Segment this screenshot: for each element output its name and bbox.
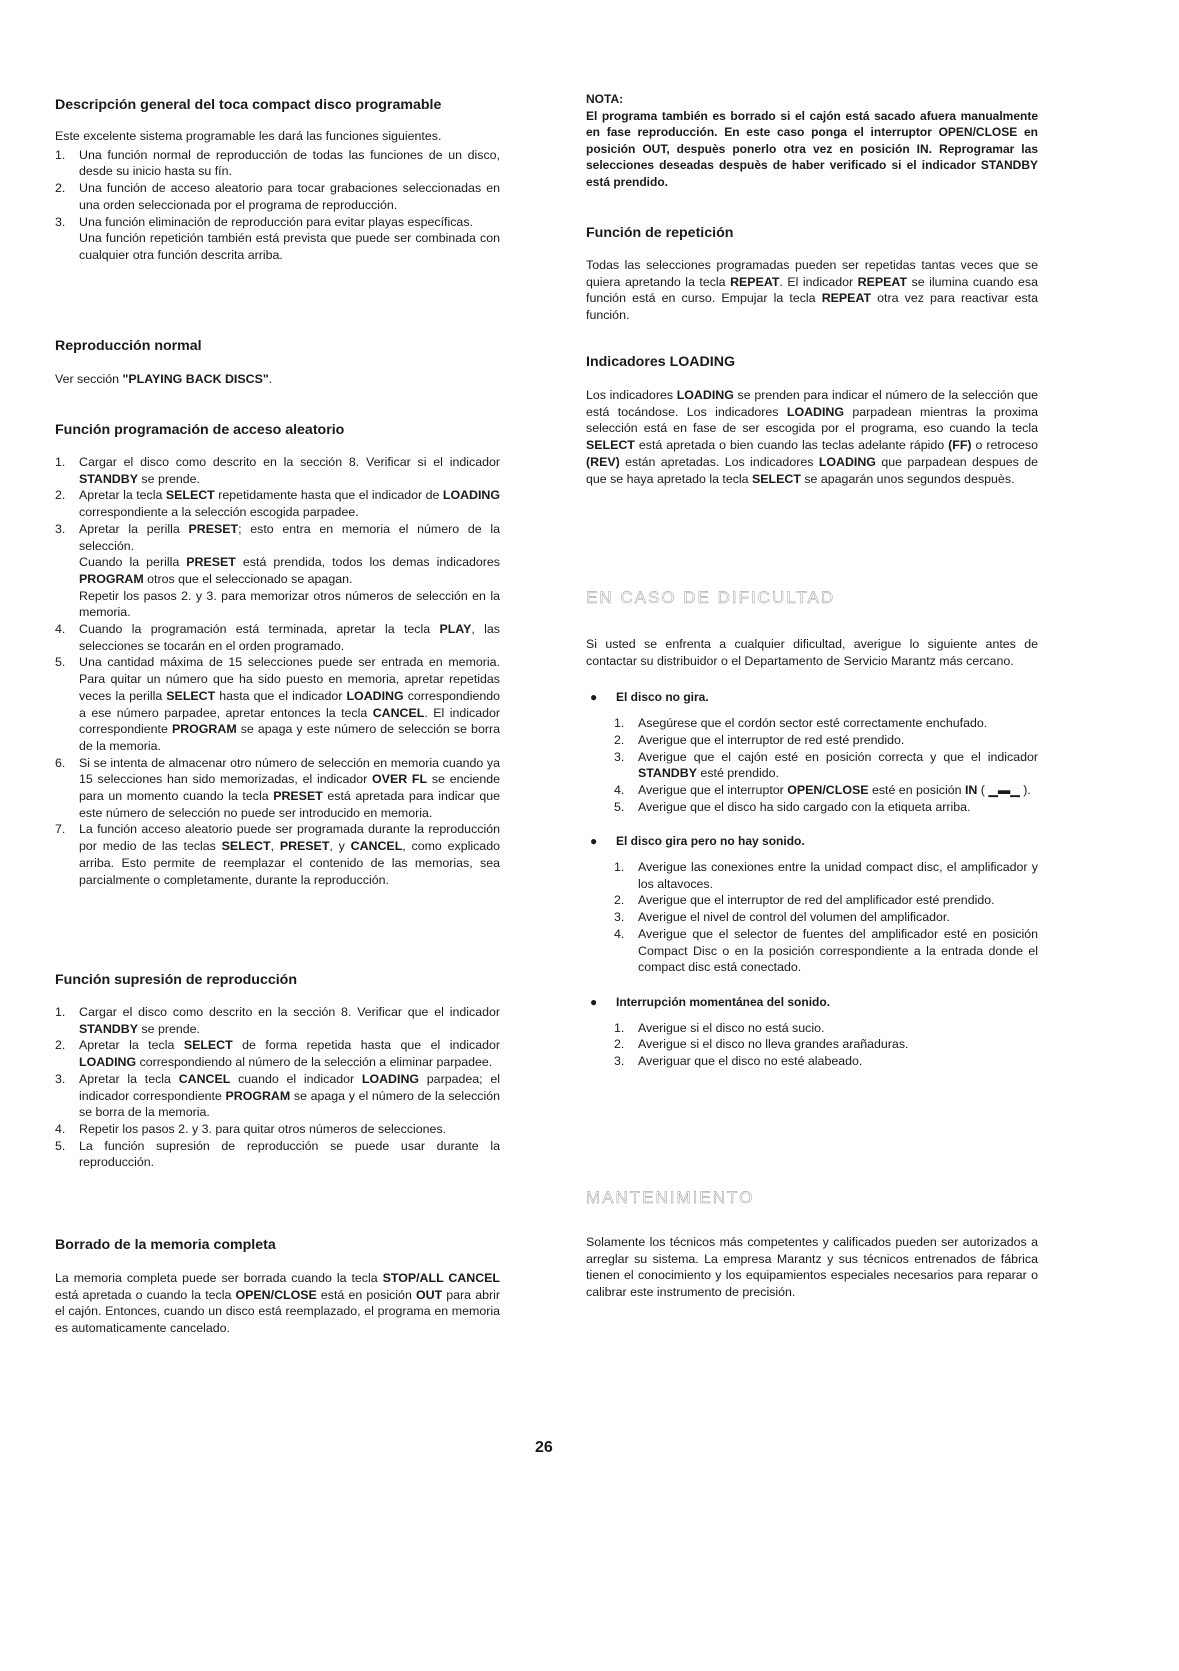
text-run: Solamente los técnicos más competentes y calificados pueden ser autorizados a arreglar su sistema. La empresa Marantz y sus técnicos entrenados de fábrica tienen el conocimiento y los equipamientos especiales necesarios para reparar o calibrar este instrumento de precisión. [586, 1235, 1038, 1300]
trouble-groups [586, 689, 1038, 1069]
text-run: La función supresión de reproducción se puede usar durante la reproducción. [79, 1138, 500, 1170]
numbered-list [55, 1004, 500, 1171]
text-run: Repetir los pasos 2. y 3. para quitar otros números de selecciones. [79, 1121, 447, 1136]
bold-term: REPEAT [821, 291, 872, 306]
text-run: Averiguar que el disco no esté alabeado. [638, 1054, 863, 1069]
list-item [55, 1138, 500, 1171]
list-number: 7. [55, 822, 66, 837]
list-paragraph [638, 1036, 1038, 1053]
list-paragraph [638, 782, 1038, 799]
list-paragraph [79, 621, 500, 654]
section-loading-indicators [586, 353, 1038, 487]
text-run: Averigue si el disco no lleva grandes arañaduras. [638, 1037, 909, 1052]
text-run: se apagarán unos segundos despuès. [800, 471, 1015, 486]
bold-term: REPEAT [857, 274, 908, 289]
list-item [55, 1004, 500, 1037]
numbered-list [586, 859, 1038, 976]
bold-term: SELECT [165, 488, 215, 503]
text-run: La memoria completa puede ser borrada cuando la tecla [55, 1271, 383, 1285]
list-paragraph [79, 554, 500, 587]
list-paragraph [79, 487, 500, 520]
text-run: ( ▁▬▁ ). [977, 782, 1031, 797]
body-text [586, 257, 1038, 324]
bold-term: CANCEL [372, 705, 425, 720]
bold-term: CANCEL [350, 839, 403, 854]
bold-term: LOADING [818, 454, 876, 469]
text-run: . [268, 372, 273, 386]
list-paragraph [638, 859, 1038, 892]
list-item [614, 749, 1038, 782]
trouble-heading [586, 689, 1038, 706]
text-run: Este excelente sistema programable les dará las funciones siguientes. [55, 129, 442, 143]
list-number: 3. [55, 1071, 66, 1086]
text-run: Cargar el disco como descrito en la sección 8. Verificar si el indicador [79, 455, 500, 469]
section-normal-playback [55, 337, 500, 388]
section-repeat [586, 224, 1038, 324]
list-number: 2. [614, 893, 625, 908]
text-run: esté en posición [868, 782, 965, 797]
text-run: Apretar la perilla [79, 521, 189, 536]
trouble-heading-text: El disco no gira. [616, 690, 709, 705]
bold-term: IN [964, 782, 978, 797]
bold-term: PRESET [186, 555, 236, 570]
text-run: Averigue que el cajón esté en posición correcta y que el indicador [638, 749, 1038, 764]
list-paragraph [79, 588, 500, 621]
text-run: repetidamente hasta que el indicador de [214, 488, 443, 503]
list-paragraph [79, 454, 500, 487]
text-run: están apretadas. Los indicadores [619, 454, 819, 469]
list-paragraph [638, 926, 1038, 976]
bold-term: PRESET [273, 789, 323, 804]
list-number: 2. [614, 1037, 625, 1052]
list-paragraph [638, 749, 1038, 782]
list-item [55, 1121, 500, 1138]
page-number: 26 [535, 1439, 553, 1456]
list-paragraph [79, 1121, 500, 1138]
body-text [55, 1270, 500, 1337]
list-paragraph [79, 755, 500, 822]
bold-term: SELECT [586, 438, 635, 453]
list-item [614, 732, 1038, 749]
list-number: 4. [55, 1121, 66, 1136]
bold-term: PROGRAM [79, 571, 144, 586]
body-text [55, 371, 500, 388]
list-item [614, 926, 1038, 976]
bold-term: STANDBY [638, 766, 697, 781]
bold-term: LOADING [786, 404, 845, 419]
text-run: esté prendido. [696, 766, 779, 781]
section-heading: Función de repetición [586, 225, 734, 241]
bold-term: (REV) [586, 454, 620, 469]
bold-term: REPEAT [730, 274, 780, 289]
section-maintenance [586, 1188, 1038, 1301]
list-paragraph [638, 1020, 1038, 1037]
bullet-icon: ● [590, 834, 598, 849]
text-run: Una función de acceso aleatorio para tocar grabaciones seleccionadas en una orden seleccionada por el programa de reproducción. [79, 181, 500, 212]
list-item [55, 621, 500, 654]
bold-term: CANCEL [178, 1071, 231, 1086]
text-run: correspondiente a la selección escogida parpadee. [79, 505, 359, 520]
text-run: Apretar la tecla [79, 1071, 179, 1086]
text-run: ; esto entra en memoria el número de la selección. [79, 521, 500, 553]
numbered-list [586, 715, 1038, 815]
text-run: , como explicado arriba. Esto permite de reemplazar el contenido de las memorias, sea parcialmente o completamente, durante la reproducción. [79, 839, 500, 887]
bold-term: SELECT [183, 1038, 233, 1053]
section-heading: Indicadores LOADING [586, 354, 735, 370]
text-run: Si se intenta de almacenar otro número de selección en memoria cuando ya 15 selecciones han sido memorizadas, el indicador [79, 755, 500, 787]
text-run: Averigue que el selector de fuentes del amplificador esté en posición Compact Disc o en la posición correspondiente a la entrada donde el compact disc está conectado. [638, 926, 1038, 975]
text-run: La función acceso aleatorio puede ser programada durante la reproducción por medio de las teclas [79, 822, 500, 854]
list-item [614, 715, 1038, 732]
text-run: está apretada o cuando la tecla [55, 1287, 236, 1302]
text-run: Una función normal de reproducción de todas las funciones de un disco, desde su inicio hasta su fín. [79, 147, 500, 179]
bold-term: LOADING [79, 1055, 137, 1070]
list-paragraph [638, 1053, 1038, 1070]
text-run: , [270, 839, 280, 854]
trouble-heading-text: Interrupción momentánea del sonido. [616, 994, 831, 1009]
list-item [55, 821, 500, 888]
numbered-list [55, 147, 500, 264]
text-run: Averigue que el interruptor de red esté prendido. [638, 732, 905, 747]
section-heading: Función programación de acceso aleatorio [55, 422, 345, 438]
bold-term: PRESET [188, 521, 239, 536]
list-number: 5. [55, 1138, 66, 1153]
list-paragraph [79, 1071, 500, 1121]
bold-term: "PLAYING BACK DISCS" [122, 372, 269, 386]
bold-term: OVER FL [372, 772, 428, 787]
list-item [55, 214, 500, 264]
list-number: 1. [614, 716, 625, 731]
bold-term: PROGRAM [225, 1088, 291, 1103]
list-number: 1. [55, 455, 66, 469]
list-item [614, 1053, 1038, 1070]
list-number: 2. [55, 1038, 66, 1053]
section-overview [55, 96, 500, 264]
text-run: para abrir el cajón. Entonces, cuando un disco está reemplazado, el programa en memoria es automaticamente cancelado. [55, 1287, 500, 1336]
list-item [55, 654, 500, 754]
text-run: Cuando la perilla [79, 555, 187, 570]
text-run: Cuando la programación está terminada, apretar la tecla [79, 622, 440, 637]
text-run: Averigue que el interruptor [638, 782, 788, 797]
list-number: 4. [614, 782, 625, 797]
bold-term: SELECT [752, 471, 801, 486]
text-run: se prenden para indicar el número de la selección que está tocándose. Los indicadores [586, 388, 1038, 419]
list-paragraph [79, 230, 500, 263]
list-paragraph [79, 521, 500, 554]
list-paragraph [79, 821, 500, 888]
list-number: 3. [55, 521, 66, 536]
list-item [614, 892, 1038, 909]
text-run: , las selecciones se tocarán en el orden programado. [79, 622, 500, 653]
section-random-access [55, 421, 500, 888]
list-number: 4. [614, 926, 625, 941]
text-run: que parpadean despues de que se haya apretado la tecla [586, 454, 1038, 486]
section-heading: Reproducción normal [55, 338, 202, 354]
list-item [614, 782, 1038, 799]
list-item [55, 521, 500, 621]
list-number: 1. [614, 1020, 625, 1035]
list-number: 3. [614, 749, 625, 764]
list-paragraph [638, 732, 1038, 749]
list-item [614, 1020, 1038, 1037]
text-run: Cargar el disco como descrito en la sección 8. Verificar que el indicador [79, 1005, 500, 1019]
numbered-list [55, 454, 500, 888]
text-run: se apaga y este número de selección se borra de la memoria. [79, 722, 500, 753]
text-run: Una cantidad máxima de 15 selecciones puede ser entrada en memoria. Para quitar un número que ha sido puesto en memoria, apretar repetidas veces la perilla [79, 655, 500, 703]
list-number: 2. [55, 488, 66, 503]
list-item [614, 799, 1038, 816]
list-number: 1. [55, 1005, 66, 1019]
bold-term: OPEN/CLOSE [235, 1287, 317, 1302]
list-item [55, 147, 500, 180]
list-paragraph [79, 147, 500, 180]
section-skip-playback [55, 971, 500, 1171]
bold-term: PROGRAM [171, 722, 237, 737]
list-number: 2. [55, 181, 66, 196]
section-heading: MANTENIMIENTO [586, 1188, 755, 1207]
text-run: está prendida, todos los demas indicadores [235, 555, 500, 570]
body-text [586, 1234, 1038, 1301]
intro-text [55, 128, 500, 145]
list-item [614, 909, 1038, 926]
list-item [55, 1071, 500, 1121]
list-number: 5. [614, 799, 625, 814]
bold-term: OUT [415, 1287, 443, 1302]
bold-term: SELECT [166, 688, 216, 703]
bold-term: (FF) [948, 438, 972, 453]
list-paragraph [79, 1037, 500, 1070]
section-memory-clear [55, 1236, 500, 1337]
text-run: Una función eliminación de reproducción para evitar playas específicas. [79, 214, 473, 229]
text-run: se enciende para un momento cuando la tecla [79, 772, 500, 804]
note-label: NOTA: [586, 92, 624, 106]
text-run: , y [329, 839, 351, 854]
bold-term: STANDBY [79, 471, 138, 486]
bullet-icon: ● [590, 690, 598, 705]
trouble-heading [586, 833, 1038, 850]
list-paragraph [79, 214, 500, 231]
text-run: parpadea; el indicador correspondiente [79, 1071, 500, 1103]
text-run: correspondiendo al número de la selección a eliminar parpadee. [136, 1055, 493, 1070]
text-run: Ver sección [55, 372, 123, 386]
text-run: Averigue que el interruptor de red del amplificador esté prendido. [638, 893, 995, 908]
text-run: otra vez para reactivar esta función. [586, 291, 1039, 323]
bold-term: LOADING [676, 388, 734, 402]
bold-term: SELECT [221, 839, 271, 854]
text-run: hasta que el indicador [215, 688, 347, 703]
list-paragraph [638, 799, 1038, 816]
list-paragraph [638, 892, 1038, 909]
list-item [614, 1036, 1038, 1053]
list-paragraph [79, 654, 500, 754]
text-run: Averigue el nivel de control del volumen del amplificador. [638, 910, 950, 925]
bold-term: STANDBY [79, 1021, 138, 1036]
list-number: 6. [55, 755, 66, 770]
text-run: o retroceso [971, 438, 1039, 453]
bullet-icon: ● [590, 994, 598, 1009]
list-number: 4. [55, 622, 66, 637]
list-number: 3. [614, 1054, 625, 1069]
text-run: Apretar la tecla [79, 488, 166, 503]
list-number: 5. [55, 655, 66, 670]
list-number: 3. [55, 214, 66, 229]
text-run: se apaga y el número de la selección se borra de la memoria. [79, 1088, 501, 1120]
section-heading: Función supresión de reproducción [55, 972, 297, 988]
trouble-heading [586, 994, 1038, 1011]
text-run: parpadean mientras la proxima selección está en fase de ser escogida por el programa, eso cuando la tecla [586, 404, 1038, 436]
text-run: se prende. [137, 1021, 200, 1036]
list-number: 1. [55, 147, 66, 162]
section-heading: EN CASO DE DIFICULTAD [586, 588, 836, 607]
bold-term: LOADING [361, 1071, 420, 1086]
body-text [586, 636, 1038, 669]
text-run: cuando el indicador [230, 1071, 362, 1086]
text-run: Si usted se enfrenta a cualquier dificultad, averigue lo siguiente antes de contactar su distribuidor o el Departamento de Servicio Marantz más cercano. [586, 637, 1038, 668]
list-item [614, 859, 1038, 892]
bold-term: PRESET [279, 839, 330, 854]
text-run: Apretar la tecla [79, 1038, 184, 1053]
text-run: Todas las selecciones programadas pueden ser repetidas tantas veces que se quiera apretando la tecla [586, 258, 1038, 289]
text-run: . El indicador correspondiente [79, 705, 500, 737]
text-run: está en posición [316, 1287, 416, 1302]
list-paragraph [79, 1004, 500, 1037]
list-item [55, 755, 500, 822]
list-paragraph [79, 180, 500, 213]
note-text: El programa también es borrado si el cajón está sacado afuera manualmente en fase reproducción. En este caso ponga el interruptor OPEN/CLOSE en posición OUT, despuès ponerlo otra vez en posición IN. Reprogramar las selecciones deseadas despuès de haber verificado si el indicador STANDBY está prendido. [586, 108, 1038, 189]
bold-term: PLAY [439, 622, 472, 637]
bold-term: LOADING [442, 488, 501, 503]
text-run: está apretada para indicar que este número de selección no puede ser introducido en memoria. [79, 789, 500, 820]
text-run: correspondiendo a ese número parpadee, apretar entonces la tecla [79, 688, 501, 720]
list-item [55, 454, 500, 487]
text-run: Averigue las conexiones entre la unidad compact disc, el amplificador y los altavoces. [638, 860, 1038, 891]
trouble-heading-text: El disco gira pero no hay sonido. [616, 834, 805, 849]
list-item [55, 487, 500, 520]
text-run: . El indicador [779, 274, 858, 289]
text-run: se prende. [137, 471, 200, 486]
text-run: de forma repetida hasta que el indicador [232, 1038, 500, 1053]
list-paragraph [638, 909, 1038, 926]
numbered-list [586, 1020, 1038, 1070]
body-text [586, 387, 1038, 487]
bold-term: LOADING [346, 688, 404, 703]
note-block [586, 91, 1038, 191]
text-run: Asegúrese que el cordón sector esté correctamente enchufado. [638, 716, 988, 731]
list-number: 2. [614, 732, 625, 747]
section-heading: Borrado de la memoria completa [55, 1237, 276, 1253]
text-run: se ilumina cuando esa función está en curso. Empujar la tecla [586, 274, 1038, 306]
bold-term: OPEN/CLOSE [787, 782, 869, 797]
section-troubleshooting [586, 588, 1038, 1070]
text-run: Averigue si el disco no está sucio. [638, 1020, 825, 1035]
list-paragraph [79, 1138, 500, 1171]
text-run: Los indicadores [586, 388, 677, 402]
text-run: Repetir los pasos 2. y 3. para memorizar otros números de selección en la memoria. [79, 588, 500, 620]
bold-term: STOP/ALL CANCEL [382, 1271, 500, 1285]
text-run: Averigue que el disco ha sido cargado con la etiqueta arriba. [638, 799, 971, 814]
list-number: 3. [614, 910, 625, 925]
list-item [55, 1037, 500, 1070]
text-run: otros que el seleccionado se apagan. [143, 571, 353, 586]
list-number: 1. [614, 860, 625, 875]
list-paragraph [638, 715, 1038, 732]
list-item [55, 180, 500, 213]
text-run: Una función repetición también está prevista que puede ser combinada con cualquier otra función descrita arriba. [79, 231, 500, 262]
section-heading: Descripción general del toca compact disco programable [55, 97, 442, 113]
text-run: está apretada o bien cuando las teclas adelante rápido [634, 438, 949, 453]
